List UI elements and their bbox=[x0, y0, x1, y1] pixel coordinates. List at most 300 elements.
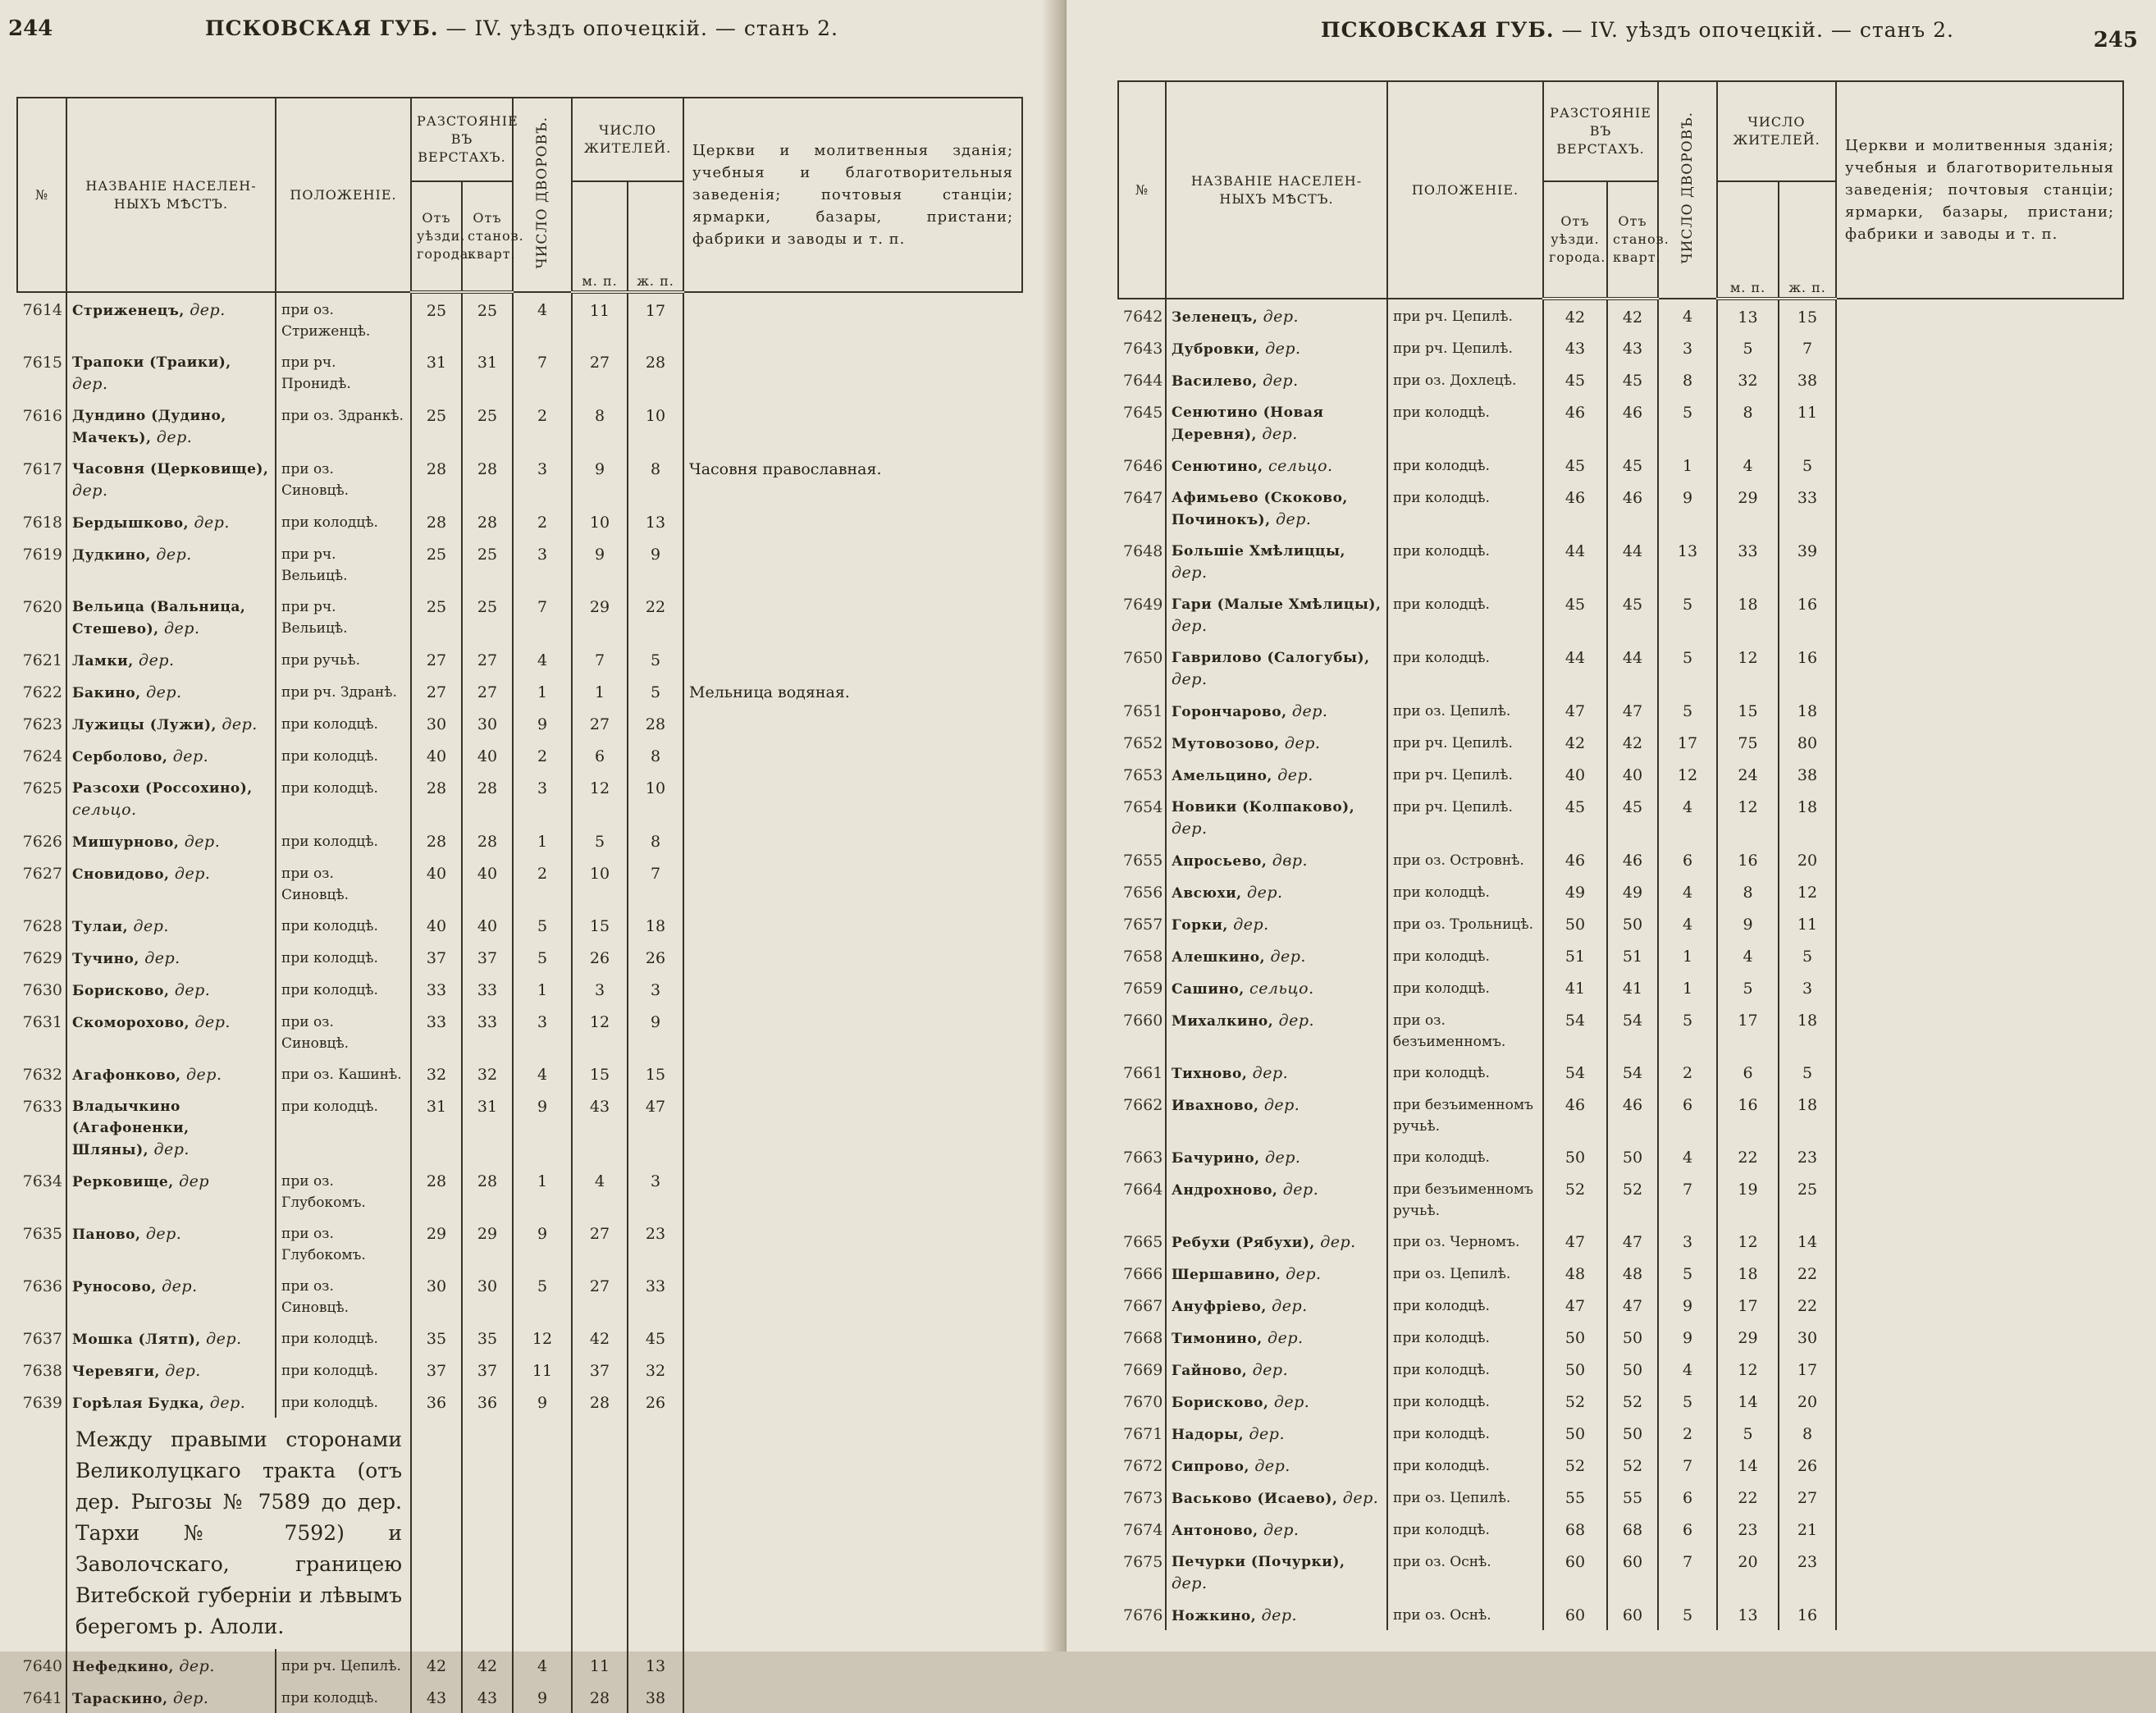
dist-town: 50 bbox=[1543, 1140, 1607, 1172]
male-count: 12 bbox=[1717, 790, 1779, 843]
female-count: 3 bbox=[628, 1164, 683, 1217]
yards: 9 bbox=[513, 1089, 572, 1164]
place-name: Горки, bbox=[1172, 917, 1228, 934]
dist-station: 42 bbox=[462, 1649, 513, 1681]
dist-town: 45 bbox=[1543, 790, 1607, 843]
dist-station: 54 bbox=[1607, 1056, 1658, 1088]
yards: 2 bbox=[513, 739, 572, 771]
entry-number: 7633 bbox=[22, 1098, 62, 1116]
place-kind: дер. bbox=[165, 1362, 201, 1380]
entry-number: 7626 bbox=[22, 833, 62, 851]
dist-town: 47 bbox=[1543, 1289, 1607, 1321]
position: при колодцѣ. bbox=[1387, 395, 1543, 449]
entry-number: 7631 bbox=[22, 1013, 62, 1031]
table-row bbox=[1118, 1003, 2123, 1056]
place-name-cell bbox=[66, 675, 276, 707]
place-kind: дер. bbox=[156, 546, 192, 564]
table-row bbox=[1118, 971, 2123, 1003]
notes: Часовня православная. bbox=[683, 452, 1022, 505]
female-count: 26 bbox=[628, 941, 683, 973]
male-count: 4 bbox=[1717, 939, 1779, 971]
notes bbox=[1836, 875, 2123, 907]
male-count: 14 bbox=[1717, 1449, 1779, 1481]
female-count: 16 bbox=[1779, 587, 1836, 641]
male-count: 18 bbox=[1717, 587, 1779, 641]
dist-town: 45 bbox=[1543, 587, 1607, 641]
entry-number: 7646 bbox=[1123, 457, 1163, 475]
dist-station: 52 bbox=[1607, 1172, 1658, 1225]
place-kind: дер. bbox=[172, 747, 209, 765]
table-row bbox=[17, 399, 1022, 452]
table-row bbox=[17, 1322, 1022, 1354]
male-count: 14 bbox=[1717, 1385, 1779, 1417]
yards: 4 bbox=[513, 643, 572, 675]
notes bbox=[1836, 1289, 2123, 1321]
dist-station: 27 bbox=[462, 675, 513, 707]
position: при оз. безъименномъ. bbox=[1387, 1003, 1543, 1056]
table-row bbox=[17, 292, 1022, 345]
place-kind: дер. bbox=[1263, 308, 1300, 326]
place-kind: дер. bbox=[1265, 340, 1301, 358]
table-row bbox=[1118, 1417, 2123, 1449]
notes bbox=[683, 909, 1022, 941]
position: при рч. Пронидѣ. bbox=[276, 345, 411, 399]
place-kind: дер. bbox=[209, 1394, 246, 1412]
entry-number: 7642 bbox=[1123, 308, 1163, 326]
place-kind: дер. bbox=[1172, 617, 1208, 635]
place-name-cell bbox=[1166, 1598, 1387, 1630]
col-population-header: ЧИСЛО ЖИТЕЛЕЙ. bbox=[572, 98, 683, 181]
place-kind: дер. bbox=[1252, 1064, 1289, 1082]
place-name-cell bbox=[1166, 971, 1387, 1003]
place-name: Бачурино, bbox=[1172, 1150, 1260, 1167]
left-running-header: ПСКОВСКАЯ ГУБ. — IV. уѣздъ опочецкій. — станъ 2. bbox=[205, 16, 838, 40]
yards: 7 bbox=[1658, 1545, 1717, 1598]
position: при рч. Цепилѣ. bbox=[276, 1649, 411, 1681]
yards: 9 bbox=[513, 1681, 572, 1713]
position: при колодцѣ. bbox=[276, 1386, 411, 1418]
place-name: Агафонково, bbox=[72, 1067, 181, 1084]
place-kind: дер. bbox=[190, 301, 226, 319]
yards: 3 bbox=[513, 452, 572, 505]
dist-town: 46 bbox=[1543, 1088, 1607, 1140]
table-row bbox=[17, 856, 1022, 909]
place-name: Борисково, bbox=[1172, 1395, 1269, 1411]
place-kind: двр. bbox=[1272, 852, 1309, 870]
place-kind: дер. bbox=[72, 482, 108, 500]
place-name: Мошка (Лятп), bbox=[72, 1332, 201, 1348]
position: при колодцѣ. bbox=[1387, 1140, 1543, 1172]
yards: 9 bbox=[1658, 1289, 1717, 1321]
female-count: 11 bbox=[1779, 395, 1836, 449]
table-row bbox=[1118, 1513, 2123, 1545]
col-yards-header: ЧИСЛО ДВОРОВЪ. bbox=[513, 98, 572, 292]
dist-town: 46 bbox=[1543, 481, 1607, 534]
place-name-cell bbox=[66, 1322, 276, 1354]
notes bbox=[1836, 1417, 2123, 1449]
dist-town: 68 bbox=[1543, 1513, 1607, 1545]
place-name-cell bbox=[66, 941, 276, 973]
table-row bbox=[17, 505, 1022, 537]
notes bbox=[1836, 1172, 2123, 1225]
place-kind: дер. bbox=[1282, 1181, 1319, 1199]
entry-number: 7650 bbox=[1123, 649, 1163, 667]
yards: 4 bbox=[513, 1057, 572, 1089]
notes bbox=[683, 739, 1022, 771]
table-row bbox=[17, 1681, 1022, 1713]
notes bbox=[1836, 843, 2123, 875]
yards: 5 bbox=[513, 909, 572, 941]
notes bbox=[683, 399, 1022, 452]
place-name-cell bbox=[66, 537, 276, 590]
table-row bbox=[1118, 331, 2123, 363]
yards: 5 bbox=[513, 1269, 572, 1322]
male-count: 12 bbox=[1717, 641, 1779, 694]
place-name: Надоры, bbox=[1172, 1427, 1245, 1443]
table-row bbox=[17, 1005, 1022, 1057]
female-count: 10 bbox=[628, 399, 683, 452]
yards: 5 bbox=[1658, 1598, 1717, 1630]
yards: 12 bbox=[513, 1322, 572, 1354]
dist-station: 45 bbox=[1607, 587, 1658, 641]
place-name: Лужицы (Лужи), bbox=[72, 717, 217, 733]
place-name: Ножкино, bbox=[1172, 1608, 1257, 1624]
notes bbox=[1836, 1545, 2123, 1598]
place-kind: дер. bbox=[186, 1066, 222, 1084]
female-count: 38 bbox=[628, 1681, 683, 1713]
female-count: 7 bbox=[1779, 331, 1836, 363]
dist-town: 52 bbox=[1543, 1449, 1607, 1481]
yards: 4 bbox=[1658, 299, 1717, 331]
place-name: Горѣлая Будка, bbox=[72, 1396, 205, 1412]
place-name: Авсюхи, bbox=[1172, 885, 1242, 902]
position: при колодцѣ. bbox=[276, 707, 411, 739]
position: при колодцѣ. bbox=[276, 909, 411, 941]
right-running-header: ПСКОВСКАЯ ГУБ. — IV. уѣздъ опочецкій. — станъ 2. bbox=[1321, 18, 1954, 42]
place-name-cell bbox=[66, 825, 276, 856]
place-kind: дер. bbox=[133, 917, 169, 935]
entry-number: 7623 bbox=[22, 715, 62, 733]
left-table bbox=[16, 97, 1023, 1713]
notes bbox=[1836, 641, 2123, 694]
place-kind: дер. bbox=[194, 514, 230, 532]
male-count: 26 bbox=[572, 941, 628, 973]
place-kind: дер. bbox=[1263, 1096, 1300, 1114]
place-name: Шершавино, bbox=[1172, 1267, 1281, 1283]
position: при колодцѣ. bbox=[276, 1322, 411, 1354]
dist-town: 30 bbox=[411, 707, 462, 739]
place-name: Печурки (Почурки), bbox=[1172, 1554, 1345, 1570]
notes bbox=[683, 941, 1022, 973]
entry-number: 7627 bbox=[22, 865, 62, 883]
place-name: Тихново, bbox=[1172, 1066, 1248, 1082]
place-kind: дер. bbox=[1254, 1457, 1290, 1475]
entry-number: 7625 bbox=[22, 779, 62, 797]
table-row bbox=[1118, 1449, 2123, 1481]
table-row bbox=[17, 345, 1022, 399]
dist-station: 54 bbox=[1607, 1003, 1658, 1056]
dist-station: 28 bbox=[462, 771, 513, 825]
notes bbox=[1836, 481, 2123, 534]
position: при безъименномъ ручьѣ. bbox=[1387, 1172, 1543, 1225]
female-count: 13 bbox=[628, 505, 683, 537]
place-name: Михалкино, bbox=[1172, 1013, 1274, 1030]
position: при оз. Стриженцѣ. bbox=[276, 292, 411, 345]
yards: 3 bbox=[1658, 331, 1717, 363]
place-name-cell bbox=[66, 1681, 276, 1713]
place-kind: дер. bbox=[1263, 372, 1299, 390]
yards: 2 bbox=[513, 856, 572, 909]
female-count: 3 bbox=[628, 973, 683, 1005]
notes bbox=[1836, 395, 2123, 449]
notes bbox=[1836, 971, 2123, 1003]
dist-station: 27 bbox=[462, 643, 513, 675]
table-row bbox=[1118, 694, 2123, 726]
yards: 4 bbox=[1658, 790, 1717, 843]
place-name: Гаврилово (Салогубы), bbox=[1172, 650, 1370, 666]
entry-number: 7628 bbox=[22, 917, 62, 935]
col-notes-header: Церкви и молитвенныя зданія; учебныя и благотворительныя заведенія; почтовыя станціи; ярмарки, базары, пристани; фабрики и заводы и т. п. bbox=[683, 98, 1022, 292]
female-count: 39 bbox=[1779, 534, 1836, 587]
male-count: 8 bbox=[1717, 395, 1779, 449]
dist-station: 28 bbox=[462, 825, 513, 856]
place-kind: дер. bbox=[1172, 564, 1208, 582]
yards: 5 bbox=[1658, 1003, 1717, 1056]
male-count: 42 bbox=[572, 1322, 628, 1354]
male-count: 5 bbox=[1717, 331, 1779, 363]
dist-town: 37 bbox=[411, 1354, 462, 1386]
female-count: 33 bbox=[628, 1269, 683, 1322]
position: при рч. Здранѣ. bbox=[276, 675, 411, 707]
table-row bbox=[1118, 790, 2123, 843]
yards: 1 bbox=[513, 1164, 572, 1217]
female-count: 33 bbox=[1779, 481, 1836, 534]
place-kind: дер. bbox=[162, 1277, 198, 1295]
notes bbox=[1836, 1088, 2123, 1140]
entry-number: 7619 bbox=[22, 546, 62, 564]
place-name-cell bbox=[66, 1386, 276, 1418]
female-count: 17 bbox=[628, 292, 683, 345]
dist-station: 36 bbox=[462, 1386, 513, 1418]
yards: 5 bbox=[513, 941, 572, 973]
dist-town: 44 bbox=[1543, 534, 1607, 587]
notes bbox=[1836, 363, 2123, 395]
yards: 6 bbox=[1658, 1513, 1717, 1545]
yards: 4 bbox=[1658, 907, 1717, 939]
place-name-cell bbox=[1166, 1385, 1387, 1417]
yards: 1 bbox=[1658, 939, 1717, 971]
yards: 3 bbox=[513, 1005, 572, 1057]
dist-town: 28 bbox=[411, 452, 462, 505]
dist-town: 49 bbox=[1543, 875, 1607, 907]
dist-station: 50 bbox=[1607, 1417, 1658, 1449]
place-kind: дер. bbox=[1264, 1149, 1301, 1167]
place-kind: дер. bbox=[1172, 670, 1208, 688]
table-row bbox=[1118, 1225, 2123, 1257]
dist-town: 42 bbox=[1543, 726, 1607, 758]
place-name-cell bbox=[1166, 1449, 1387, 1481]
place-name: Сновидово, bbox=[72, 866, 170, 883]
dist-station: 30 bbox=[462, 707, 513, 739]
place-kind: дер. bbox=[156, 428, 193, 446]
yards: 8 bbox=[1658, 363, 1717, 395]
male-count: 22 bbox=[1717, 1481, 1779, 1513]
notes bbox=[683, 856, 1022, 909]
place-name: Ивахново, bbox=[1172, 1098, 1259, 1114]
yards: 4 bbox=[1658, 875, 1717, 907]
female-count: 3 bbox=[1779, 971, 1836, 1003]
position: при рч. Вельицѣ. bbox=[276, 590, 411, 643]
place-kind: дер. bbox=[1268, 1329, 1304, 1347]
entry-number: 7667 bbox=[1123, 1297, 1163, 1315]
male-count: 12 bbox=[572, 1005, 628, 1057]
position: при рч. Цепилѣ. bbox=[1387, 299, 1543, 331]
male-count: 8 bbox=[1717, 875, 1779, 907]
female-count: 5 bbox=[1779, 939, 1836, 971]
female-count: 8 bbox=[628, 825, 683, 856]
entry-number: 7629 bbox=[22, 949, 62, 967]
male-count: 4 bbox=[572, 1164, 628, 1217]
place-name-cell bbox=[66, 590, 276, 643]
place-name: Дубровки, bbox=[1172, 341, 1260, 358]
place-kind: дер. bbox=[1172, 820, 1208, 838]
place-name-cell bbox=[66, 1164, 276, 1217]
place-name: Бакино, bbox=[72, 685, 141, 701]
position: при колодцѣ. bbox=[1387, 1056, 1543, 1088]
place-kind: дер. bbox=[1275, 510, 1312, 528]
position: при колодцѣ. bbox=[276, 825, 411, 856]
table-row bbox=[1118, 907, 2123, 939]
position: при оз. Островнѣ. bbox=[1387, 843, 1543, 875]
position: при оз. Глубокомъ. bbox=[276, 1217, 411, 1269]
notes bbox=[683, 643, 1022, 675]
male-count: 28 bbox=[572, 1386, 628, 1418]
female-count: 28 bbox=[628, 345, 683, 399]
place-name-cell bbox=[66, 1269, 276, 1322]
notes bbox=[1836, 587, 2123, 641]
place-name-cell bbox=[1166, 481, 1387, 534]
dist-station: 47 bbox=[1607, 1225, 1658, 1257]
entry-number: 7663 bbox=[1123, 1149, 1163, 1167]
entry-number: 7638 bbox=[22, 1362, 62, 1380]
dist-station: 25 bbox=[462, 590, 513, 643]
dist-town: 28 bbox=[411, 771, 462, 825]
place-name: Ребухи (Рябухи), bbox=[1172, 1235, 1315, 1251]
place-kind: дер. bbox=[1277, 766, 1313, 784]
position: при ручьѣ. bbox=[276, 643, 411, 675]
male-count: 4 bbox=[1717, 449, 1779, 481]
place-name: Бердышково, bbox=[72, 515, 190, 532]
entry-number: 7637 bbox=[22, 1330, 62, 1348]
position: при оз. Кашинѣ. bbox=[276, 1057, 411, 1089]
position: при колодцѣ. bbox=[1387, 587, 1543, 641]
place-name-cell bbox=[66, 292, 276, 345]
place-kind: дер. bbox=[172, 1689, 209, 1707]
male-count: 8 bbox=[572, 399, 628, 452]
position: при колодцѣ. bbox=[1387, 481, 1543, 534]
place-name-cell bbox=[1166, 1172, 1387, 1225]
female-count: 23 bbox=[628, 1217, 683, 1269]
notes bbox=[683, 1269, 1022, 1322]
dist-station: 45 bbox=[1607, 790, 1658, 843]
place-name-cell bbox=[1166, 1481, 1387, 1513]
female-count: 5 bbox=[628, 643, 683, 675]
place-name-cell bbox=[66, 973, 276, 1005]
dist-station: 47 bbox=[1607, 1289, 1658, 1321]
table-row bbox=[17, 1089, 1022, 1164]
place-kind: дер. bbox=[1278, 1012, 1315, 1030]
male-count: 17 bbox=[1717, 1003, 1779, 1056]
dist-station: 42 bbox=[1607, 299, 1658, 331]
female-count: 18 bbox=[1779, 790, 1836, 843]
table-row bbox=[1118, 363, 2123, 395]
table-row bbox=[17, 1164, 1022, 1217]
place-name-cell bbox=[1166, 587, 1387, 641]
male-count: 20 bbox=[1717, 1545, 1779, 1598]
female-count: 10 bbox=[628, 771, 683, 825]
place-name-cell bbox=[66, 1057, 276, 1089]
male-count: 29 bbox=[1717, 1321, 1779, 1353]
notes bbox=[1836, 449, 2123, 481]
position: при рч. Цепилѣ. bbox=[1387, 790, 1543, 843]
place-name: Дудкино, bbox=[72, 547, 151, 564]
table-row bbox=[1118, 1140, 2123, 1172]
position: при оз. Синовцѣ. bbox=[276, 856, 411, 909]
place-name: Тимонино, bbox=[1172, 1331, 1263, 1347]
entry-number: 7635 bbox=[22, 1225, 62, 1243]
dist-town: 27 bbox=[411, 675, 462, 707]
dist-town: 54 bbox=[1543, 1056, 1607, 1088]
notes bbox=[1836, 1257, 2123, 1289]
yards: 2 bbox=[513, 399, 572, 452]
yards: 5 bbox=[1658, 1385, 1717, 1417]
entry-number: 7676 bbox=[1123, 1606, 1163, 1624]
notes bbox=[1836, 299, 2123, 331]
place-name-cell bbox=[1166, 1417, 1387, 1449]
dist-station: 51 bbox=[1607, 939, 1658, 971]
place-name: Васьково (Исаево), bbox=[1172, 1491, 1338, 1507]
yards: 3 bbox=[513, 537, 572, 590]
dist-station: 28 bbox=[462, 1164, 513, 1217]
table-row bbox=[1118, 534, 2123, 587]
dist-town: 43 bbox=[411, 1681, 462, 1713]
col-dist-station-header: Отъ станов. кварт. bbox=[1607, 181, 1658, 299]
table-row bbox=[1118, 1385, 2123, 1417]
place-name-cell bbox=[66, 452, 276, 505]
male-count: 43 bbox=[572, 1089, 628, 1164]
yards: 2 bbox=[1658, 1056, 1717, 1088]
entry-number: 7652 bbox=[1123, 734, 1163, 752]
table-row bbox=[1118, 758, 2123, 790]
place-kind: дер. bbox=[1284, 734, 1321, 752]
place-name-cell bbox=[1166, 1225, 1387, 1257]
table-row bbox=[1118, 1056, 2123, 1088]
notes bbox=[683, 1386, 1022, 1418]
table-row bbox=[1118, 449, 2123, 481]
female-count: 7 bbox=[628, 856, 683, 909]
female-count: 8 bbox=[1779, 1417, 1836, 1449]
dist-town: 25 bbox=[411, 399, 462, 452]
position: при рч. Цепилѣ. bbox=[1387, 726, 1543, 758]
dist-town: 42 bbox=[1543, 299, 1607, 331]
position: при оз. Оснѣ. bbox=[1387, 1598, 1543, 1630]
position: при колодцѣ. bbox=[276, 973, 411, 1005]
col-male-header: м. п. bbox=[572, 181, 628, 292]
place-name: Стриженецъ, bbox=[72, 303, 185, 319]
place-name: Мишурново, bbox=[72, 834, 180, 851]
table-row bbox=[17, 1057, 1022, 1089]
place-name: Афимьево (Скоково, Починокъ), bbox=[1172, 490, 1348, 528]
